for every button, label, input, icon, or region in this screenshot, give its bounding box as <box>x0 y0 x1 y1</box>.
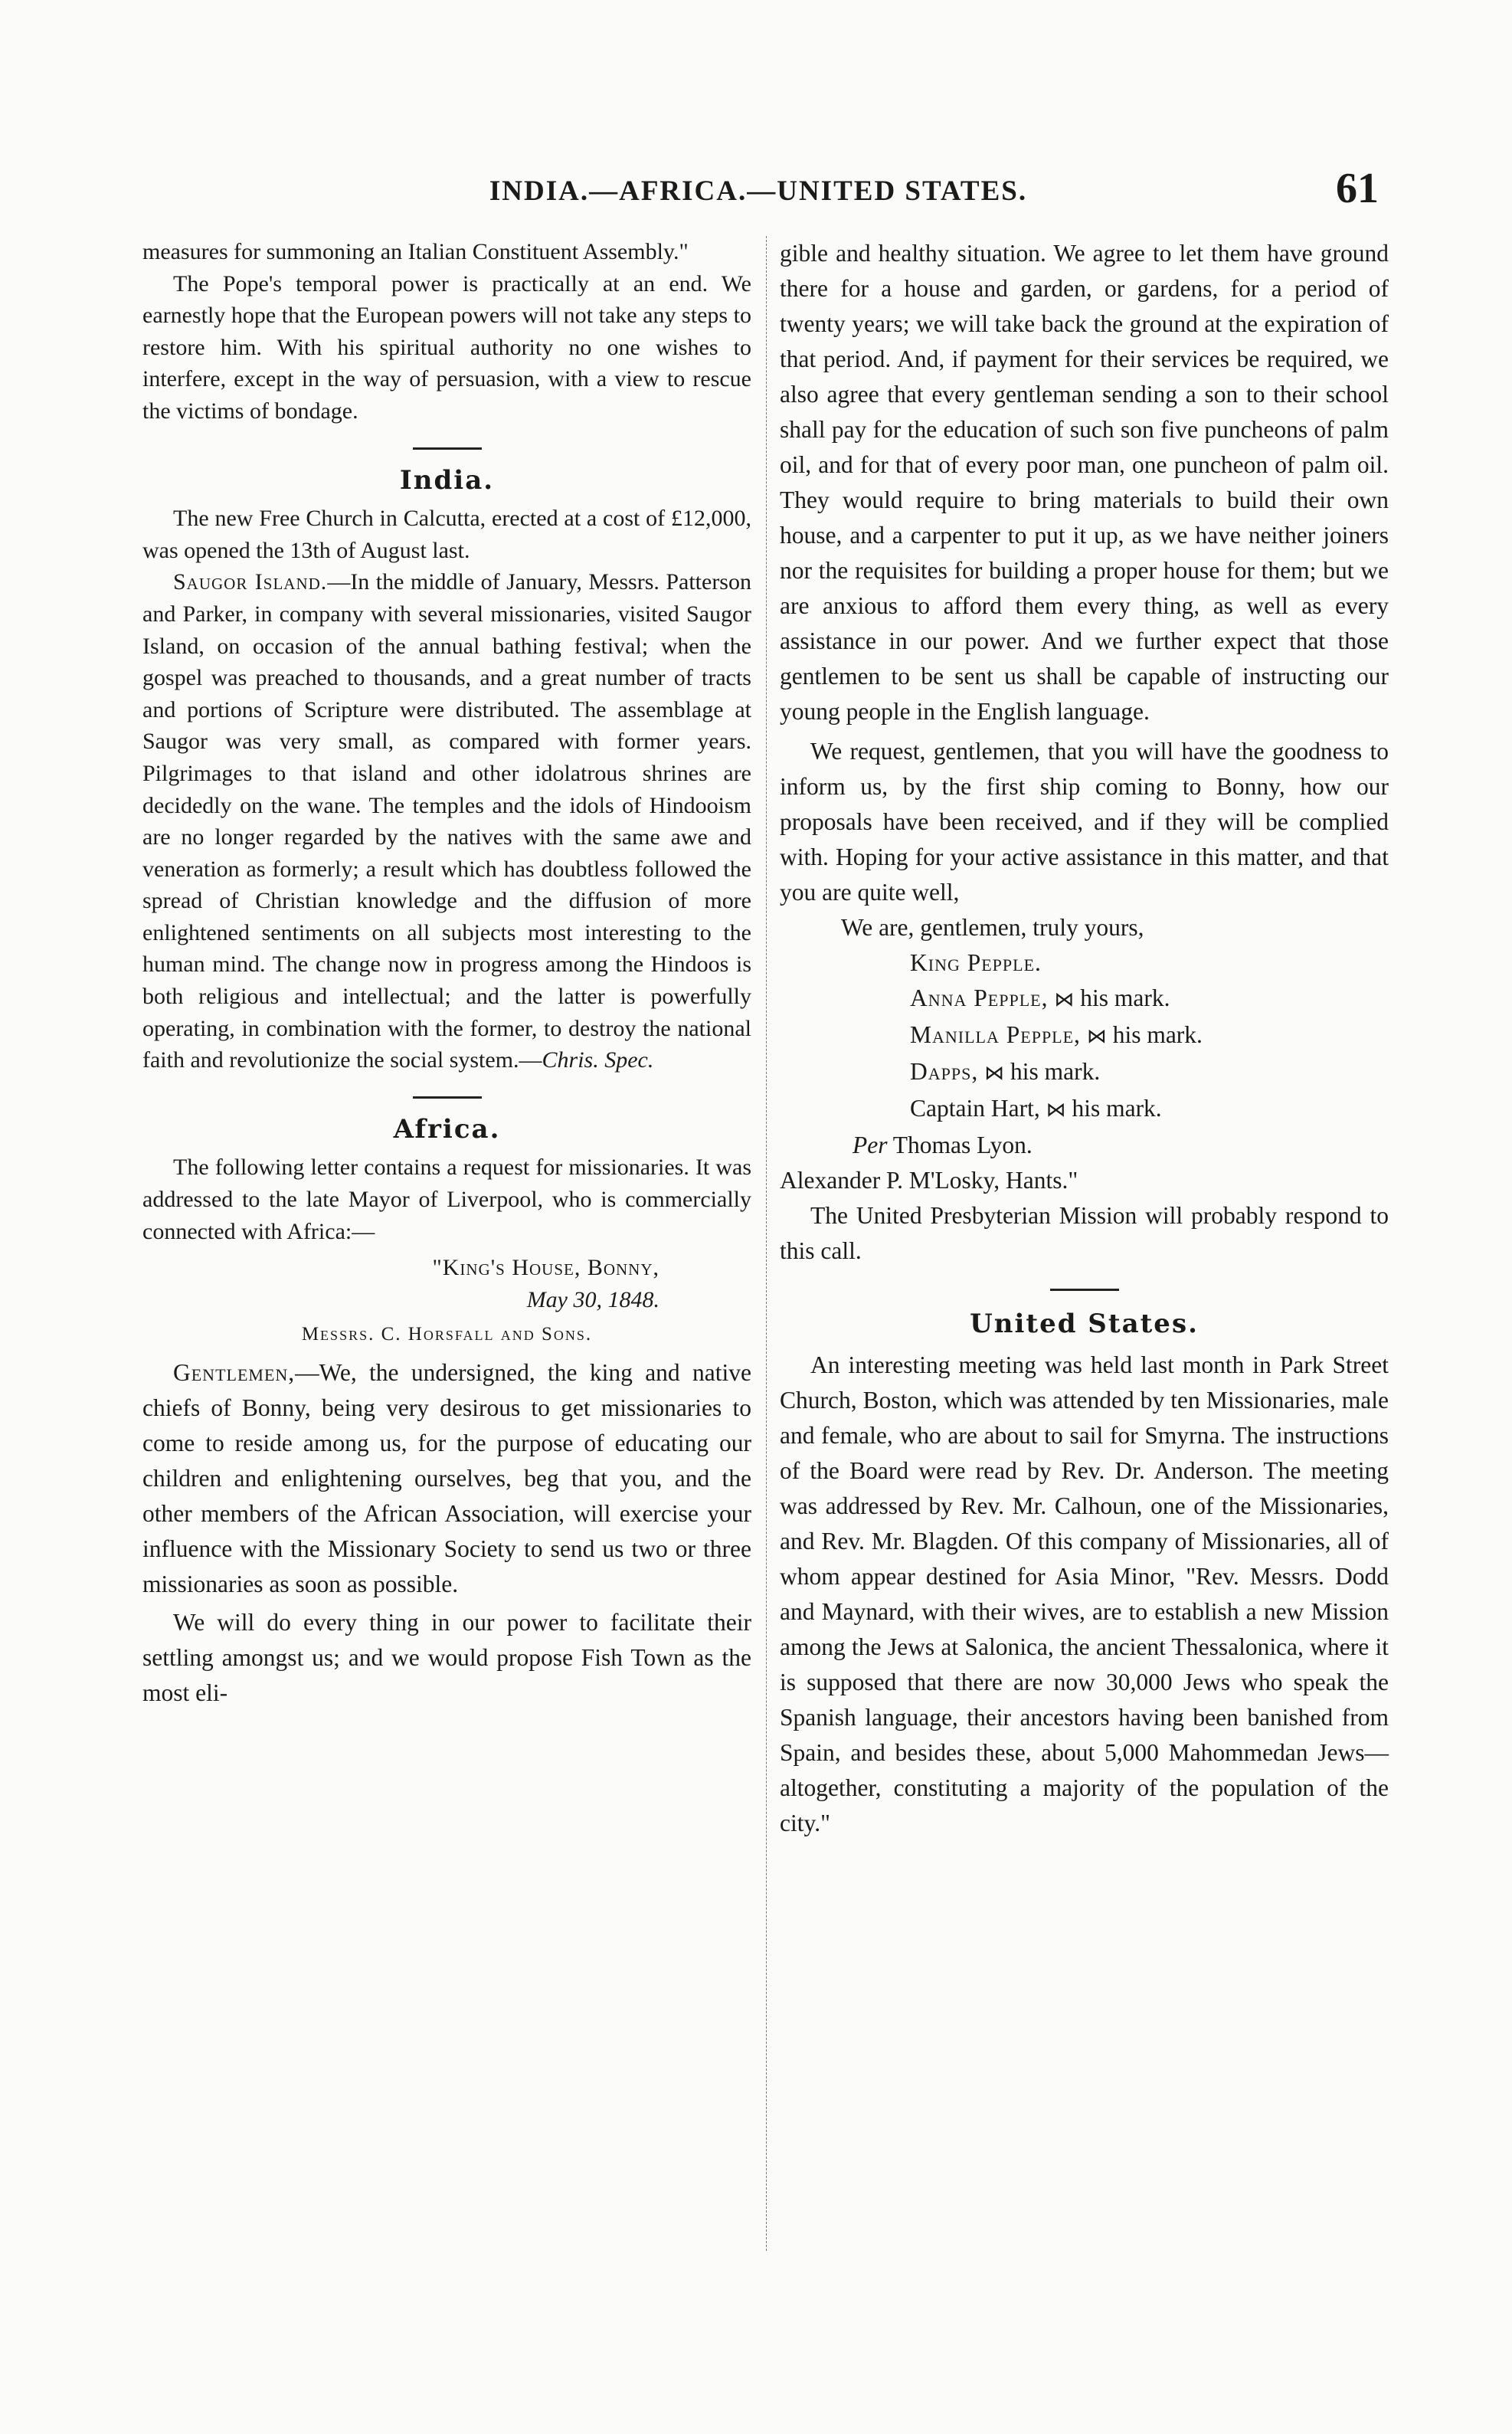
response-paragraph: The United Presbyterian Mission will probably respond to this call. <box>780 1202 1389 1264</box>
signatory <box>780 1091 1389 1128</box>
signatory-mark: his mark. <box>1080 984 1170 1011</box>
signatory <box>780 1054 1389 1091</box>
signatory <box>780 945 1389 981</box>
right-column <box>780 236 1389 1841</box>
letter-addressee: Messrs. C. Horsfall and Sons. <box>301 1324 593 1345</box>
saugor-text: —In the middle of January, Messrs. Patterson and Parker, in company with several missionaries, visited Saugor Island, on occasion of the annual bathing festival; when the gospel was preached to thousands, and a great number of tracts and portions of Scripture were distributed. The assemblage at Saugor was very small, as compared with former years. Pilgrimages to that island and other idolatrous shrines are decidedly on the wane. The temples and the idols of Hindooism are no longer regarded by the natives with the same awe and veneration as formerly; a result which has doubtless followed the spread of Christian knowledge and the diffusion of more enlightened sentiments on all subjects most interesting to the human mind. The change now in progress among the Hindoos is both religious and intellectual; and the latter is powerfully operating, in combination with the former, to destroy the national faith and revolutionize the social system.— <box>142 569 751 1073</box>
section-rule <box>413 447 482 450</box>
letter-place: "King's House, Bonny, <box>432 1255 659 1281</box>
letter-witness: Alexander P. M'Losky, Hants." <box>780 1167 1078 1194</box>
united-states-heading: United States. <box>970 1309 1199 1339</box>
saugor-title: Saugor Island. <box>173 569 328 595</box>
pope-paragraph-2: The Pope's temporal power is practically at an end. We earnestly hope that the European powers will not take any steps to restore him. With his spiritual authority no one wishes to interfere, except in the way of persuasion, with a view to rescue the victims of bondage. <box>142 270 751 424</box>
signatory-name: King Pepple. <box>910 949 1042 976</box>
letter-date-text: May 30, 1848. <box>526 1286 659 1312</box>
africa-intro: The following letter contains a request for missionaries. It was addressed to the late Mayor of Liverpool, who is commercially connected with Africa:— <box>142 1155 751 1244</box>
letter-closing: We are, gentlemen, truly yours, <box>841 914 1144 941</box>
letter-per <box>780 1128 1389 1163</box>
pope-paragraph-1: measures for summoning an Italian Constituent Assembly." <box>142 239 689 264</box>
united-states-paragraph: An interesting meeting was held last month in Park Street Church, Boston, which was attended by ten Missionaries, male and female, who are about to sail for Smyrna. The instructions of the Board were read by Rev. Dr. Anderson. The meeting was addressed by Rev. Mr. Calhoun, one of the Missionaries, and Rev. Mr. Blagden. Of this company of Missionaries, all of whom appear destined for Asia Minor, "Rev. Messrs. Dodd and Maynard, with their wives, are to establish a new Mission among the Jews at Salonica, the ancient Thessalonica, where it is supposed that there are now 30,000 Jews who speak the Spanish language, their ancestors having been banished from Spain, and besides these, about 5,000 Mahommedan Jews—altogether, constituting a majority of the population of the city." <box>780 1351 1389 1836</box>
running-title: INDIA.—AFRICA.—UNITED STATES. <box>489 175 1028 207</box>
section-rule <box>1050 1289 1119 1291</box>
salutation: Gentlemen, <box>173 1359 296 1386</box>
left-column <box>142 236 751 1711</box>
india-paragraph: The new Free Church in Calcutta, erected at a cost of £12,000, was opened the 13th of August last. <box>142 506 751 563</box>
per-word: Per <box>853 1132 888 1158</box>
cross-mark-icon: ⋈ <box>1046 1099 1066 1122</box>
cross-mark-icon: ⋈ <box>1086 1025 1107 1048</box>
letter-paragraph-1-text: —We, the undersigned, the king and native chiefs of Bonny, being very desirous to get missionaries to come to reside among us, for the purpose of educating our children and enlightening ourselves, beg that you, and the other members of the African Association, will exercise your influence with the Missionary Society to send us two or three missionaries as soon as possible. <box>142 1359 751 1597</box>
signatory <box>780 981 1389 1017</box>
saugor-source: Chris. Spec. <box>542 1047 654 1073</box>
cross-mark-icon: ⋈ <box>1054 988 1075 1011</box>
signatory-name: Captain Hart, <box>910 1095 1040 1122</box>
saugor-paragraph <box>142 566 751 1076</box>
signatory <box>780 1017 1389 1054</box>
signatory-mark: his mark. <box>1010 1058 1101 1085</box>
cross-mark-icon: ⋈ <box>984 1062 1005 1085</box>
africa-heading: Africa. <box>393 1113 501 1145</box>
page-number: 61 <box>1336 165 1379 212</box>
section-rule <box>413 1096 482 1099</box>
signatory-mark: his mark. <box>1112 1021 1203 1048</box>
signatory-name: Anna Pepple, <box>910 984 1049 1011</box>
letter-paragraph-2-end: gible and healthy situation. We agree to let them have ground there for a house and garden, or gardens, for a period of twenty years; we will take back the ground at the expiration of that period. And, if payment for their services be required, we also agree that every gentleman sending a son to their school shall pay for the education of such son five puncheons of palm oil, and for that of every poor man, one puncheon of palm oil. They would require to bring materials to build their own house, and a carpenter to put it up, as we have neither joiners nor the requisites for building a proper house for them; but we are anxious to afford them every thing, as well as every assistance in our power. And we further expect that those gentlemen to be sent us shall be capable of instructing our young people in the English language. <box>780 240 1389 725</box>
signatory-name: Dapps, <box>910 1058 979 1085</box>
letter-paragraph-1 <box>142 1355 751 1602</box>
signatory-name: Manilla Pepple, <box>910 1021 1081 1048</box>
letter-paragraph-3: We request, gentlemen, that you will have the goodness to inform us, by the first ship coming to Bonny, how our proposals have been received, and if they will be complied with. Hoping for your active assistance in this matter, and that you are quite well, <box>780 738 1389 906</box>
signatory-mark: his mark. <box>1072 1095 1162 1122</box>
india-heading: India. <box>399 464 495 496</box>
column-divider <box>766 236 767 2251</box>
per-name: Thomas Lyon. <box>892 1132 1033 1158</box>
letter-paragraph-2-start: We will do every thing in our power to facilitate their settling amongst us; and we would propose Fish Town as the most eli- <box>142 1609 751 1706</box>
running-head <box>138 165 1379 221</box>
letter-date <box>142 1284 751 1316</box>
